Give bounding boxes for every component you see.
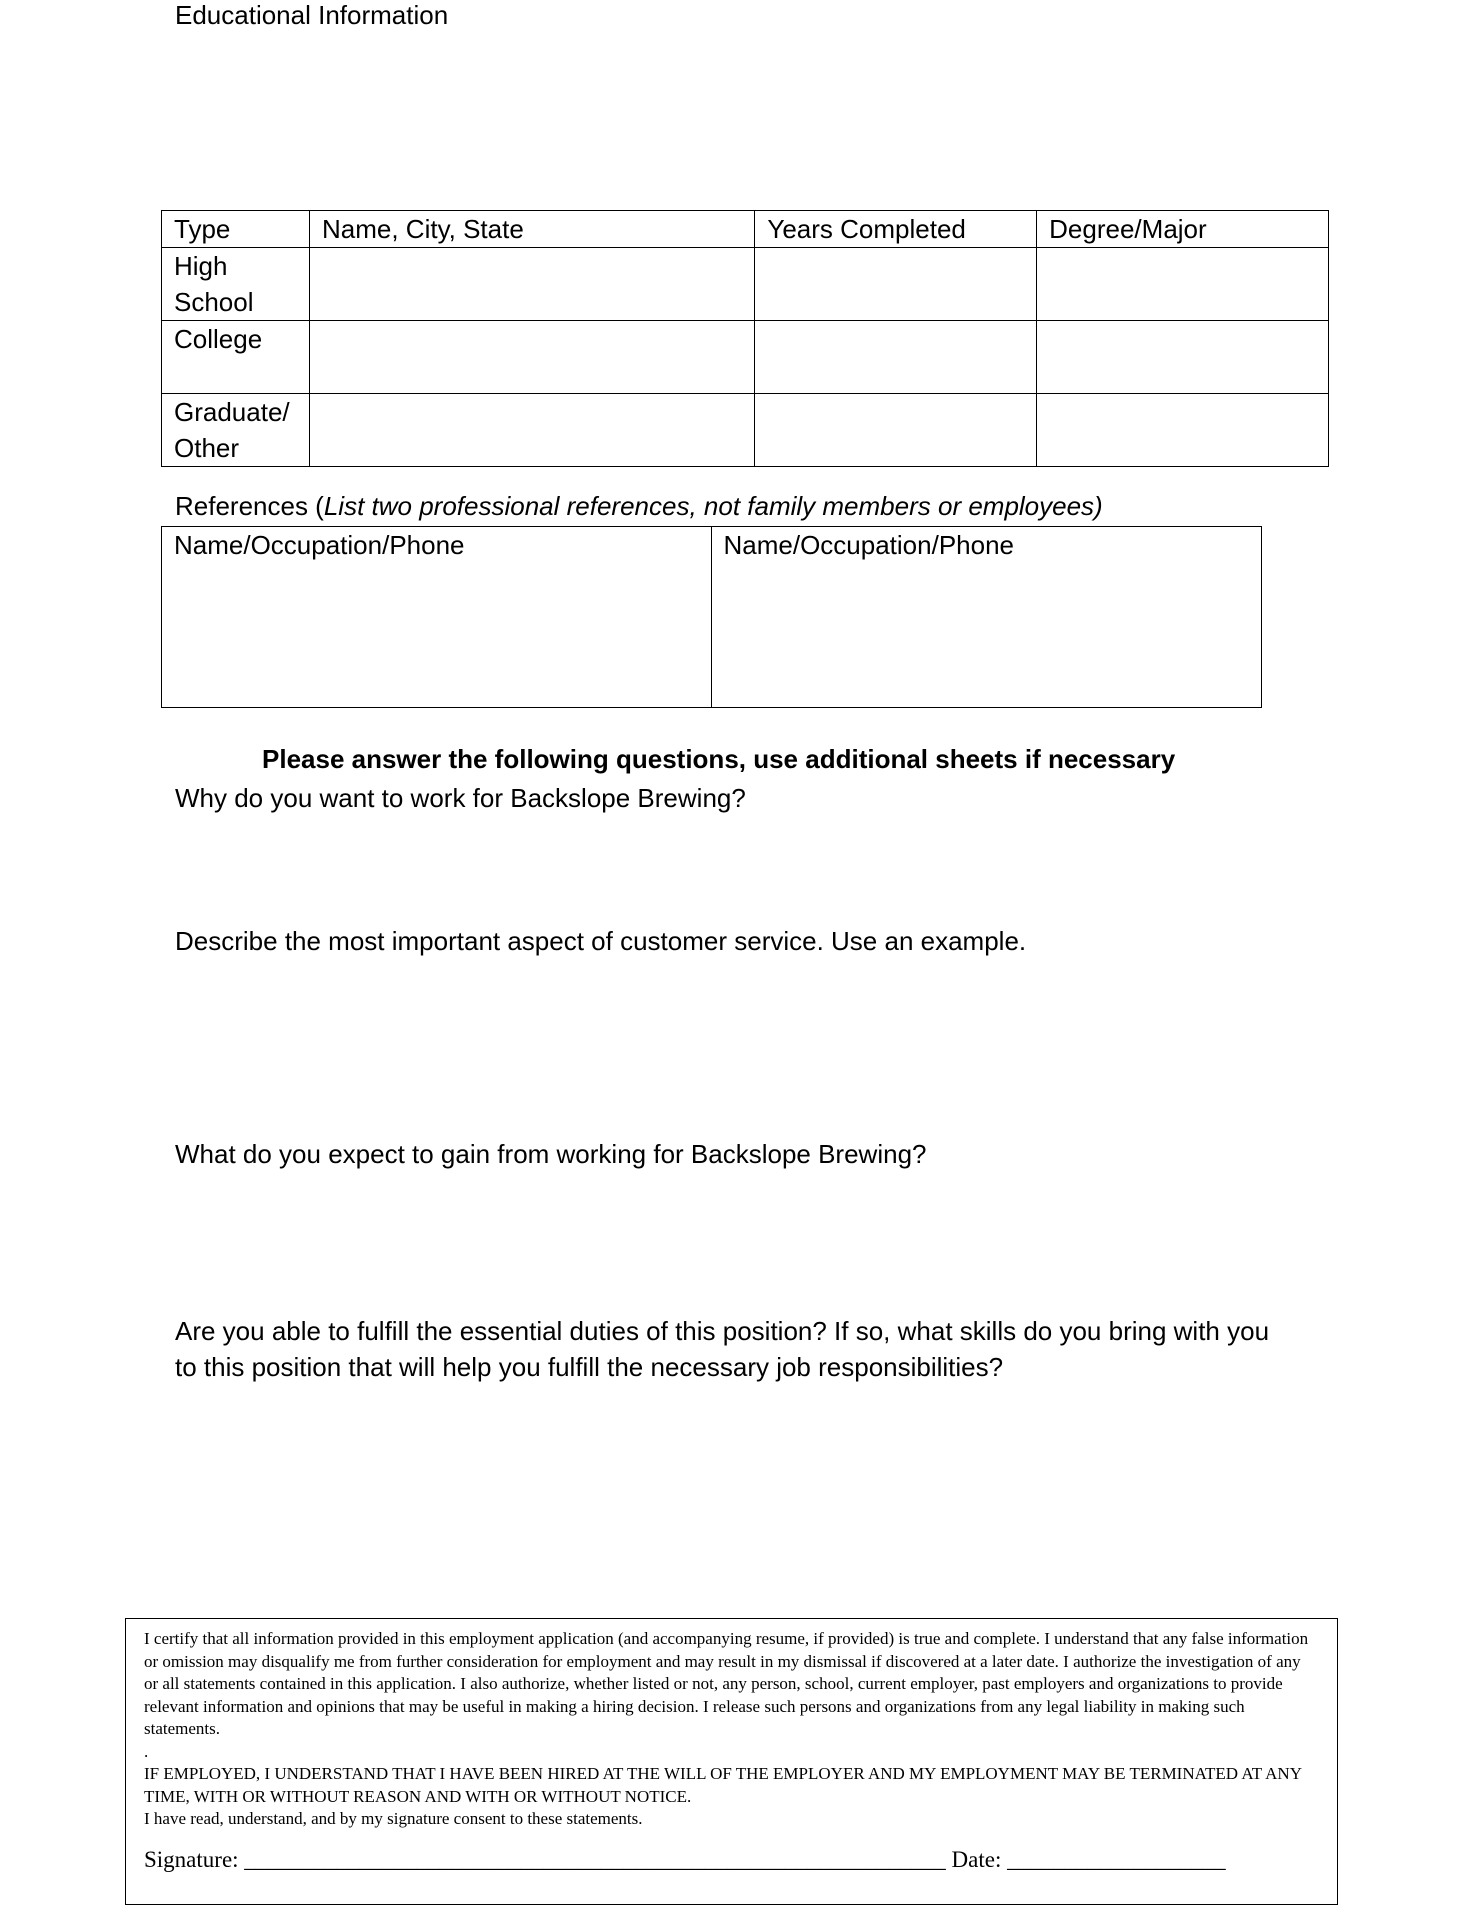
- reference-2-label: Name/Occupation/Phone: [723, 530, 1015, 560]
- graduate-degree-field[interactable]: [1037, 394, 1329, 467]
- education-table: [161, 210, 1329, 467]
- row-type-high-school: High School: [162, 248, 310, 321]
- graduate-years-field[interactable]: [755, 394, 1037, 467]
- header-name-city-state: Name, City, State: [309, 211, 754, 248]
- graduate-name-field[interactable]: [309, 394, 754, 467]
- references-table: [161, 526, 1262, 708]
- row-type-college: College: [162, 321, 310, 394]
- consent-statement: I have read, understand, and by my signature consent to these statements.: [144, 1809, 643, 1828]
- table-row: [162, 394, 1329, 467]
- date-label: Date:: [945, 1846, 1008, 1872]
- table-row: [162, 527, 1262, 708]
- question-expect-to-gain: What do you expect to gain from working for Backslope Brewing?: [175, 1139, 927, 1169]
- college-years-field[interactable]: [755, 321, 1037, 394]
- college-degree-field[interactable]: [1037, 321, 1329, 394]
- certification-dot: .: [144, 1741, 149, 1761]
- signature-field[interactable]: _____________________________________________________________: [244, 1846, 946, 1872]
- signature-label: Signature:: [144, 1846, 245, 1872]
- table-row: [162, 321, 1329, 394]
- education-header-row: [162, 211, 1329, 248]
- references-title-prefix: References (: [175, 491, 324, 521]
- row-type-graduate-other: Graduate/ Other: [162, 394, 310, 467]
- date-field[interactable]: ___________________: [1007, 1846, 1226, 1872]
- table-row: [162, 248, 1329, 321]
- header-years-completed: Years Completed: [755, 211, 1037, 248]
- header-degree-major: Degree/Major: [1037, 211, 1329, 248]
- question-customer-service: Describe the most important aspect of customer service. Use an example.: [175, 926, 1027, 956]
- certification-paragraph: I certify that all information provided in this employment application (and accompanying resume, if provided) is true and complete. I understand that any false information or omission may disqualify me from further consideration for employment and may result in my dismissal if discovered at a later date. I authorize the investigation of any or all statements contained in this application. I also authorize, whether listed or not, any person, school, current employer, past employers and organizations to provide relevant information and opinions that may be useful in making a hiring decision. I release such persons and organizations from any legal liability in making such statements.: [144, 1629, 1309, 1738]
- signature-row: [144, 1845, 1319, 1875]
- questions-instructions: Please answer the following questions, use additional sheets if necessary: [262, 744, 1176, 774]
- college-name-field[interactable]: [309, 321, 754, 394]
- reference-2-field[interactable]: [711, 527, 1262, 708]
- question-essential-duties: Are you able to fulfill the essential duties of this position? If so, what skills do you bring with you to this position that will help you fulfill the necessary job responsibilities?: [175, 1316, 1270, 1382]
- education-title: Educational Information: [175, 0, 449, 30]
- reference-1-field[interactable]: [162, 527, 712, 708]
- high-school-degree-field[interactable]: [1037, 248, 1329, 321]
- references-title: [175, 491, 1103, 521]
- reference-1-label: Name/Occupation/Phone: [174, 530, 465, 560]
- header-type: Type: [162, 211, 310, 248]
- high-school-years-field[interactable]: [755, 248, 1037, 321]
- references-title-instruction: List two professional references, not family members or employees): [323, 491, 1103, 521]
- high-school-name-field[interactable]: [309, 248, 754, 321]
- at-will-statement: IF EMPLOYED, I UNDERSTAND THAT I HAVE BEEN HIRED AT THE WILL OF THE EMPLOYER AND MY EMPLOYMENT MAY BE TERMINATED AT ANY TIME, WITH OR WITHOUT REASON AND WITH OR WITHOUT NOTICE.: [144, 1764, 1302, 1806]
- certification-box: [125, 1618, 1338, 1905]
- question-why-work: Why do you want to work for Backslope Brewing?: [175, 783, 746, 813]
